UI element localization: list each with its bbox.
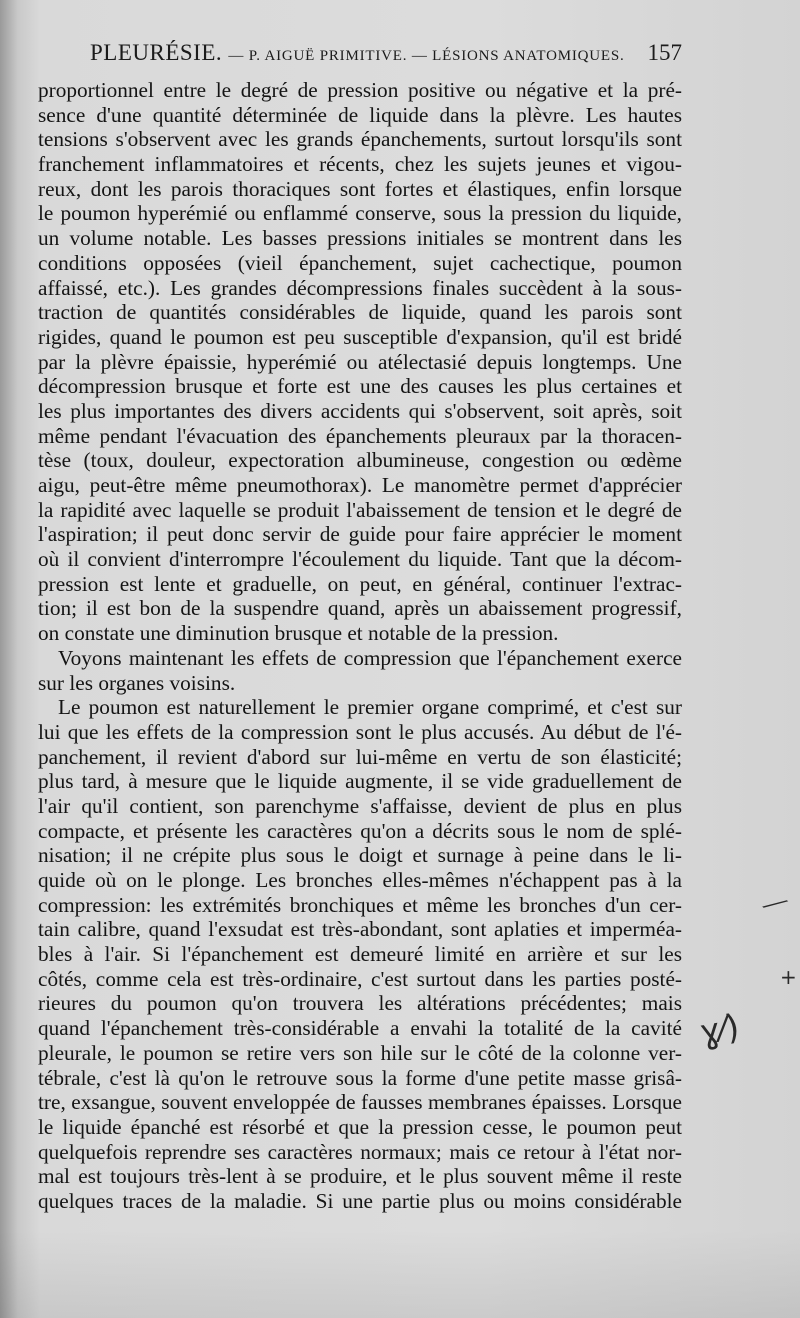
text-line: Le poumon est naturellement le premier organe comprimé, et c'est sur bbox=[58, 695, 682, 720]
text-line: rigides, quand le poumon est peu susceptible d'expansion, qu'il est bridé bbox=[38, 324, 682, 349]
body-text bbox=[38, 78, 682, 1214]
text-line: tensions s'observent avec les grands épanchements, surtout lorsqu'ils sont bbox=[38, 127, 682, 152]
text-line: quelques traces de la maladie. Si une partie plus ou moins considérable bbox=[38, 1188, 682, 1213]
text-line: sur les organes voisins. bbox=[38, 670, 236, 695]
text-line: bles à l'air. Si l'épanchement est demeuré limité en arrière et sur les bbox=[38, 942, 682, 967]
text-line: lui que les effets de la compression sont le plus accusés. Au début de l'é- bbox=[38, 719, 682, 744]
running-head bbox=[90, 40, 682, 72]
text-line: la rapidité avec laquelle se produit l'abaissement de tension et le degré de bbox=[38, 497, 682, 522]
text-line: conditions opposées (vieil épanchement, sujet cachectique, poumon bbox=[38, 250, 682, 275]
text-line: Voyons maintenant les effets de compression que l'épanchement exerce bbox=[58, 645, 682, 670]
text-line: nisation; il ne crépite plus sous le doigt et surnage à peine dans le li- bbox=[38, 843, 682, 868]
text-line: mal est toujours très-lent à se produire, et le plus souvent même il reste bbox=[38, 1164, 682, 1189]
text-line: un volume notable. Les basses pressions initiales se montrent dans les bbox=[38, 226, 682, 251]
pencil-tick-icon: + bbox=[780, 965, 797, 989]
text-line: tain calibre, quand l'exsudat est très-abondant, sont aplaties et imperméa- bbox=[38, 917, 682, 942]
text-line: tion; il est bon de la suspendre quand, après un abaissement progressif, bbox=[38, 596, 682, 621]
text-line: affaissé, etc.). Les grandes décompressions finales succèdent à la sous- bbox=[38, 275, 682, 300]
page-number: 157 bbox=[647, 40, 682, 65]
text-line: quide où on le plonge. Les bronches elles-mêmes n'échappent pas à la bbox=[38, 868, 682, 892]
text-line: quelquefois reprendre ses caractères normaux; mais ce retour à l'état nor- bbox=[38, 1139, 682, 1164]
text-line: quand l'épanchement très-considérable a envahi la totalité de la cavité bbox=[38, 1016, 682, 1041]
text-line: panchement, il revient d'abord sur lui-même en vertu de son élasticité; bbox=[38, 744, 682, 769]
running-title-rest: — P. AIGUË PRIMITIVE. — LÉSIONS ANATOMIQUES. bbox=[228, 48, 625, 64]
text-line: le poumon hyperémié ou enflammé conserve, sous la pression du liquide, bbox=[38, 201, 682, 226]
text-line: traction de quantités considérables de liquide, quand les parois sont bbox=[38, 300, 682, 325]
text-line: aigu, peut-être même pneumothorax). Le manomètre permet d'apprécier bbox=[38, 473, 682, 497]
text-line: où il convient d'interrompre l'écoulement du liquide. Tant que la décom- bbox=[38, 547, 682, 572]
running-title-main: PLEURÉSIE. bbox=[90, 40, 223, 65]
text-line: tèse (toux, douleur, expectoration albumineuse, congestion ou œdème bbox=[38, 448, 682, 473]
text-line: plus tard, à mesure que le liquide augmente, il se vide graduellement de bbox=[38, 769, 682, 794]
pencil-mark-icon: ⟋ bbox=[758, 887, 791, 923]
text-line: franchement inflammatoires et récents, chez les sujets jeunes et vigou- bbox=[38, 152, 682, 177]
text-line: par la plèvre épaissie, hyperémié ou atélectasié depuis longtemps. Une bbox=[38, 349, 682, 374]
text-line: proportionnel entre le degré de pression positive ou négative et la pré- bbox=[38, 78, 682, 102]
text-line: l'air qu'il contient, son parenchyme s'affaisse, devient de plus en plus bbox=[38, 793, 682, 818]
text-line: tébrale, c'est là qu'on le retrouve sous la forme d'une petite masse grisâ- bbox=[38, 1065, 682, 1090]
text-line: rieures du poumon qu'on trouvera les altérations précédentes; mais bbox=[38, 991, 682, 1016]
text-line: compacte, et présente les caractères qu'on a décrits sous le nom de splé- bbox=[38, 818, 682, 843]
text-line: l'aspiration; il peut donc servir de guide pour faire apprécier le moment bbox=[38, 522, 682, 547]
text-line: pleurale, le poumon se retire vers son hile sur le côté de la colonne ver- bbox=[38, 1040, 682, 1065]
text-line: tre, exsangue, souvent enveloppée de fausses membranes épaisses. Lorsque bbox=[38, 1090, 682, 1115]
text-line: les plus importantes des divers accidents qui s'observent, soit après, soit bbox=[38, 398, 682, 423]
running-title bbox=[90, 40, 625, 66]
text-line: pression est lente et graduelle, on peut, en général, continuer l'extrac- bbox=[38, 571, 682, 596]
text-line: compression: les extrémités bronchiques et même les bronches d'un cer- bbox=[38, 892, 682, 917]
text-line: reux, dont les parois thoraciques sont fortes et élastiques, enfin lorsque bbox=[38, 176, 682, 201]
text-line: on constate une diminution brusque et notable de la pression. bbox=[38, 621, 559, 646]
page-edge-shadow bbox=[0, 1230, 800, 1318]
text-line: le liquide épanché est résorbé et que la pression cesse, le poumon peut bbox=[38, 1114, 682, 1139]
handwritten-annotation-icon: ɣ⁄) bbox=[696, 1006, 743, 1054]
text-line: côtés, comme cela est très-ordinaire, c'est surtout dans les parties posté- bbox=[38, 966, 682, 991]
text-line: décompression brusque et forte est une des causes les plus certaines et bbox=[38, 374, 682, 399]
text-line: sence d'une quantité déterminée de liquide dans la plèvre. Les hautes bbox=[38, 102, 682, 127]
text-line: même pendant l'évacuation des épanchements pleuraux par la thoracen- bbox=[38, 423, 682, 448]
